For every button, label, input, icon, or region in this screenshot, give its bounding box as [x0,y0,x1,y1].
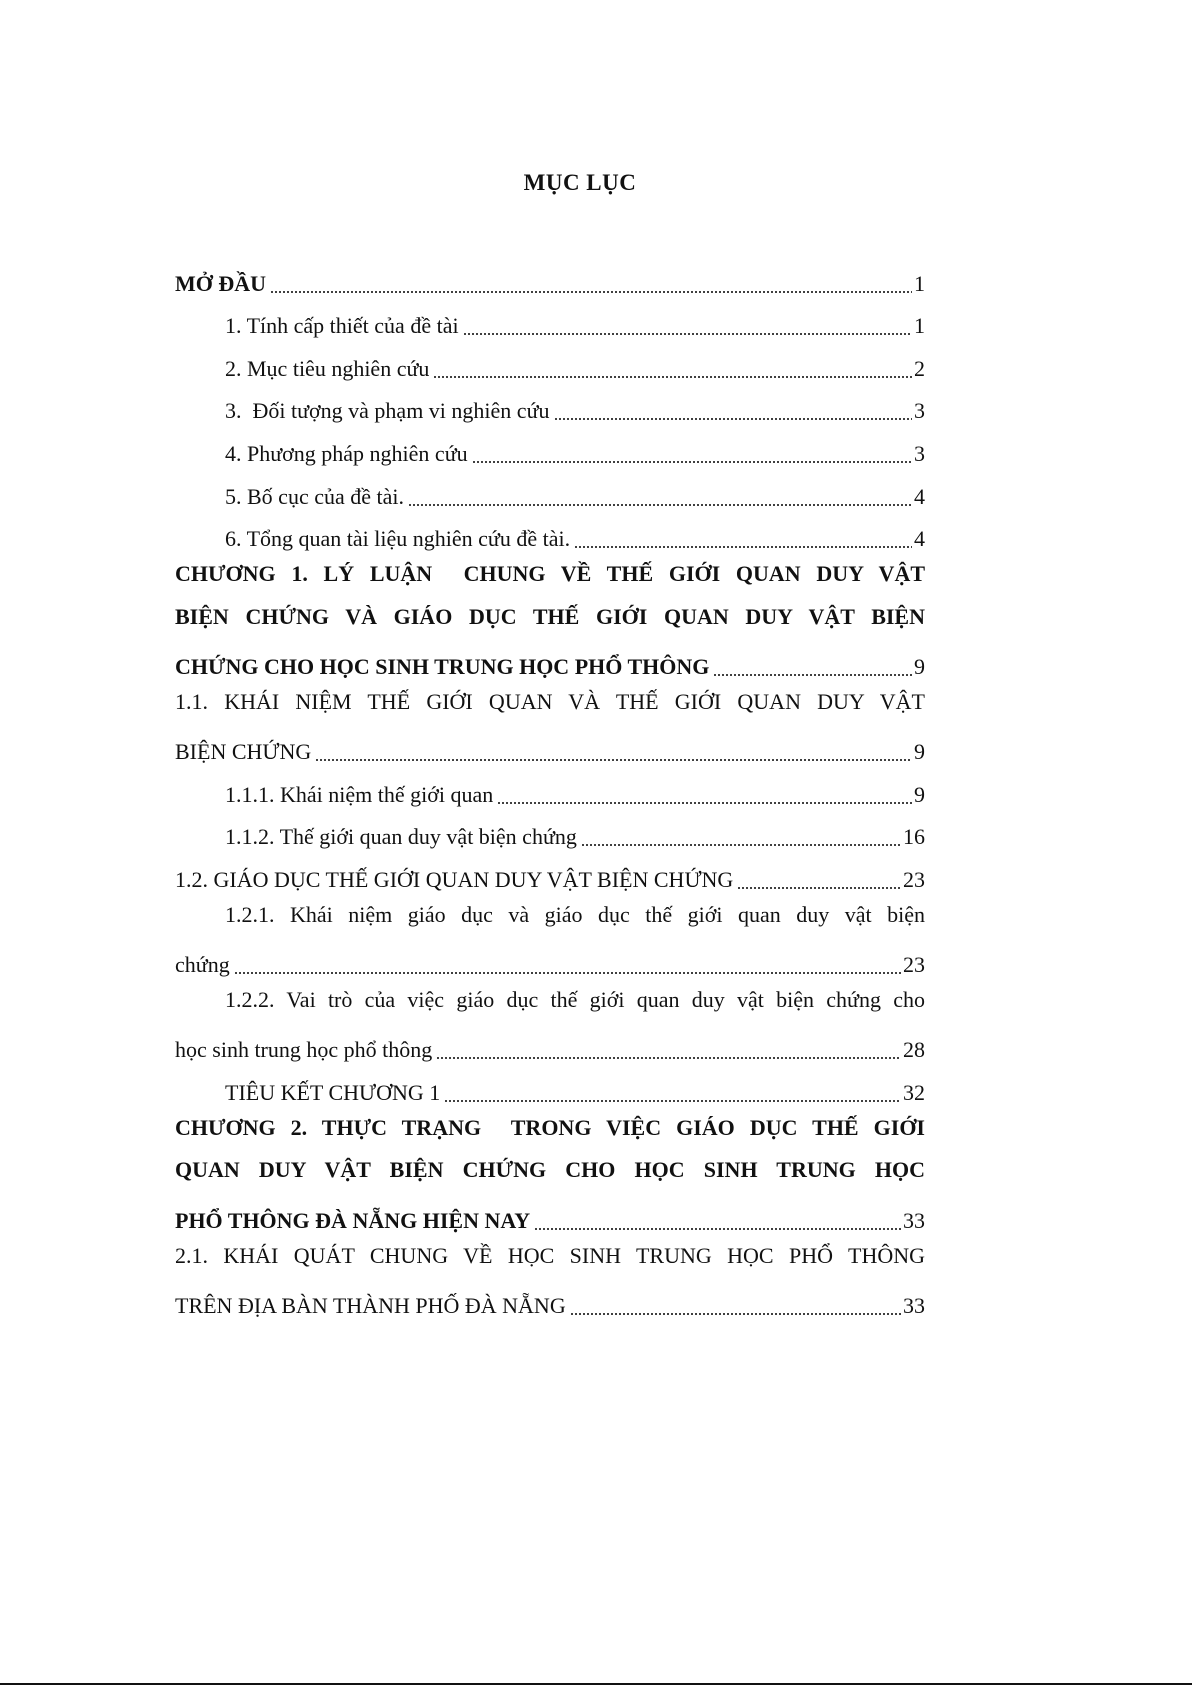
toc-page-number: 23 [903,952,925,978]
toc-entry-title: 1. Tính cấp thiết của đề tài [225,313,459,339]
toc-entry-mo-dau[interactable] [175,255,925,298]
dot-leader [436,1042,901,1060]
toc-page-number: 33 [903,1207,925,1233]
toc-page-number: 9 [914,781,925,807]
dot-leader [713,659,912,677]
toc-entry-title-line: BIỆN CHỨNG VÀ GIÁO DỤC THẾ GIỚI QUAN DUY VẬT BIỆN [175,603,925,629]
toc-entry-title: 4. Phương pháp nghiên cứu [225,440,468,466]
toc-page-number: 1 [914,313,925,339]
dot-leader [270,276,912,294]
toc-page-number: 1 [914,270,925,296]
toc-page-number: 16 [903,824,925,850]
toc-page-number: 4 [914,483,925,509]
toc-entry-1-2[interactable] [175,851,925,894]
dot-leader [497,787,912,805]
toc-entry-title-line: 1.2.1. Khái niệm giáo dục và giáo dục thế giới quan duy vật biện [225,901,925,927]
toc-entry-title-line: CHỨNG CHO HỌC SINH TRUNG HỌC PHỔ THÔNG [175,653,710,679]
toc-page-number: 33 [903,1292,925,1318]
toc-entry-title-line: học sinh trung học phổ thông [175,1037,433,1063]
toc-entry-title-line: PHỔ THÔNG ĐÀ NẴNG HIỆN NAY [175,1207,531,1233]
toc-entry-title: 1.1.1. Khái niệm thế giới quan [225,781,494,807]
toc-entry-title: 3. Đối tượng và phạm vi nghiên cứu [225,398,550,424]
toc-entry-title-line: 2.1. KHÁI QUÁT CHUNG VỀ HỌC SINH TRUNG HỌC PHỔ THÔNG [175,1242,925,1268]
dot-leader [463,318,912,336]
toc-entry-s2[interactable] [175,340,925,383]
toc-entry-title-line: CHƯƠNG 1. LÝ LUẬN CHUNG VỀ THẾ GIỚI QUAN DUY VẬT [175,561,925,587]
toc-entry-s6[interactable] [175,511,925,554]
toc-page-number: 28 [903,1037,925,1063]
dot-leader [737,872,901,890]
toc-entry-title-line: BIỆN CHỨNG [175,739,312,765]
toc-entry-chapter-1[interactable] [175,553,925,681]
toc-entry-s1[interactable] [175,298,925,341]
toc-entry-title: 5. Bố cục của đề tài. [225,483,404,509]
dot-leader [581,829,901,847]
dot-leader [570,1298,901,1316]
dot-leader [472,446,912,464]
toc-page-number: 9 [914,653,925,679]
dot-leader [444,1085,901,1103]
toc-entry-title: 2. Mục tiêu nghiên cứu [225,355,430,381]
toc-entry-title: MỞ ĐẦU [175,270,267,296]
toc-entry-title: 6. Tổng quan tài liệu nghiên cứu đề tài. [225,526,571,552]
toc-page-number: 32 [903,1079,925,1105]
toc-entry-title-line: 1.1. KHÁI NIỆM THẾ GIỚI QUAN VÀ THẾ GIỚI QUAN DUY VẬT [175,688,925,714]
toc-entry-title: 1.1.2. Thế giới quan duy vật biện chứng [225,824,577,850]
dot-leader [408,489,912,507]
dot-leader [574,531,912,549]
toc-entry-chapter-2[interactable] [175,1107,925,1235]
page-title: MỤC LỤC [523,170,637,195]
dot-leader [234,957,901,975]
toc-page-number: 23 [903,866,925,892]
dot-leader [315,744,912,762]
toc-page-number: 3 [914,440,925,466]
toc-entry-1-1[interactable] [175,681,925,766]
toc-entry-title: 1.2. GIÁO DỤC THẾ GIỚI QUAN DUY VẬT BIỆN CHỨNG [175,866,734,892]
toc-entry-title-line: 1.2.2. Vai trò của việc giáo dục thế giới quan duy vật biện chứng cho [225,987,925,1013]
toc-entry-2-1[interactable] [175,1235,925,1320]
toc-entry-1-1-2[interactable] [175,809,925,852]
dot-leader [554,403,913,421]
toc-entry-s5[interactable] [175,468,925,511]
dot-leader [534,1213,901,1231]
toc-entry-title-line: chứng [175,952,230,978]
toc-page-number: 2 [914,355,925,381]
toc-entry-1-2-1[interactable] [175,894,925,979]
toc-page-number: 4 [914,526,925,552]
toc-page-number: 3 [914,398,925,424]
toc-entry-title-line: CHƯƠNG 2. THỰC TRẠNG TRONG VIỆC GIÁO DỤC THẾ GIỚI [175,1114,925,1140]
dot-leader [433,361,912,379]
table-of-contents [175,255,925,1320]
toc-page-number: 9 [914,739,925,765]
toc-entry-title: TIÊU KẾT CHƯƠNG 1 [225,1079,441,1105]
toc-entry-1-1-1[interactable] [175,766,925,809]
toc-entry-tieu-ket-1[interactable] [175,1064,925,1107]
toc-entry-s4[interactable] [175,425,925,468]
toc-entry-title-line: TRÊN ĐỊA BÀN THÀNH PHỐ ĐÀ NẴNG [175,1292,566,1318]
toc-entry-s3[interactable] [175,383,925,426]
toc-entry-title-line: QUAN DUY VẬT BIỆN CHỨNG CHO HỌC SINH TRUNG HỌC [175,1157,925,1183]
toc-entry-1-2-2[interactable] [175,979,925,1064]
